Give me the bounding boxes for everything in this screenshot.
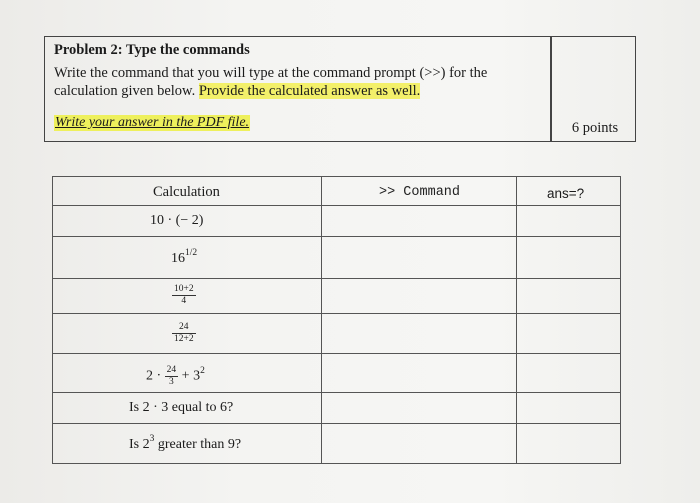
- commands-table: [52, 176, 621, 464]
- fraction-denominator: 3: [165, 376, 179, 388]
- instruction-highlight: Provide the calculated answer as well.: [198, 83, 421, 99]
- instruction-line-2: [54, 83, 420, 100]
- header-answer-cell: [517, 177, 621, 206]
- calc-cell: [53, 354, 322, 393]
- calc-expression: [171, 248, 198, 267]
- answer-cell[interactable]: [517, 424, 621, 464]
- answer-instruction: Write your answer in the PDF file.: [55, 115, 250, 130]
- problem-title: Problem 2: Type the commands: [54, 42, 250, 58]
- calc-cell: [53, 393, 322, 424]
- calc-expression: [172, 284, 196, 307]
- command-cell[interactable]: [322, 354, 517, 393]
- command-cell[interactable]: [322, 424, 517, 464]
- answer-cell[interactable]: [517, 279, 621, 314]
- command-cell[interactable]: [322, 237, 517, 279]
- answer-cell[interactable]: [517, 393, 621, 424]
- answer-cell[interactable]: [517, 354, 621, 393]
- header-calculation: Calculation: [153, 184, 220, 200]
- calc-cell: [53, 237, 322, 279]
- fraction: [172, 322, 196, 345]
- expr-exponent: 1/2: [185, 248, 198, 258]
- table-row: [53, 314, 621, 354]
- calc-expression: [146, 365, 205, 388]
- calc-question: Is 2 · 3 equal to 6?: [129, 400, 234, 415]
- problem-box: [44, 36, 636, 142]
- box-divider: [550, 37, 552, 141]
- expr-plus-term: + 3: [181, 368, 201, 384]
- calc-question: [129, 434, 242, 453]
- command-cell[interactable]: [322, 393, 517, 424]
- calc-expression: [172, 322, 196, 345]
- expr-exponent: 2: [200, 365, 205, 376]
- fraction: [172, 284, 196, 307]
- answer-cell[interactable]: [517, 237, 621, 279]
- table-row: [53, 354, 621, 393]
- answer-cell[interactable]: [517, 314, 621, 354]
- command-cell[interactable]: [322, 314, 517, 354]
- header-calculation-cell: [53, 177, 322, 206]
- instruction-line-1: Write the command that you will type at the command prompt (>>) for the: [54, 65, 488, 81]
- calc-cell: [53, 279, 322, 314]
- table-header-row: [53, 177, 621, 206]
- fraction-numerator: 24: [179, 322, 189, 332]
- fraction-denominator: 4: [172, 295, 196, 307]
- instruction-line-2-text: calculation given below.: [54, 83, 199, 99]
- table-row: [53, 279, 621, 314]
- table-row: [53, 237, 621, 279]
- command-cell[interactable]: [322, 206, 517, 237]
- expr-lead: 2 ·: [146, 368, 162, 384]
- table-row: [53, 424, 621, 464]
- calc-expression: 10 · (− 2): [150, 213, 204, 228]
- fraction-numerator: 10+2: [174, 284, 194, 294]
- calc-cell: [53, 206, 322, 237]
- table-row: [53, 206, 621, 237]
- answer-cell[interactable]: [517, 206, 621, 237]
- expr-base: 16: [171, 251, 185, 266]
- header-command-cell: [322, 177, 517, 206]
- table-row: [53, 393, 621, 424]
- calc-cell: [53, 424, 322, 464]
- calc-cell: [53, 314, 322, 354]
- question-exponent: 3: [149, 434, 155, 444]
- header-command: >> Command: [379, 185, 461, 200]
- header-answer: ans=?: [547, 186, 585, 201]
- points-label: 6 points: [571, 120, 619, 136]
- fraction: [165, 365, 179, 388]
- fraction-numerator: 24: [166, 365, 177, 375]
- command-cell[interactable]: [322, 279, 517, 314]
- question-prefix: Is 2: [129, 437, 150, 452]
- fraction-denominator: 12+2: [174, 334, 194, 344]
- question-suffix: greater than 9?: [154, 437, 242, 452]
